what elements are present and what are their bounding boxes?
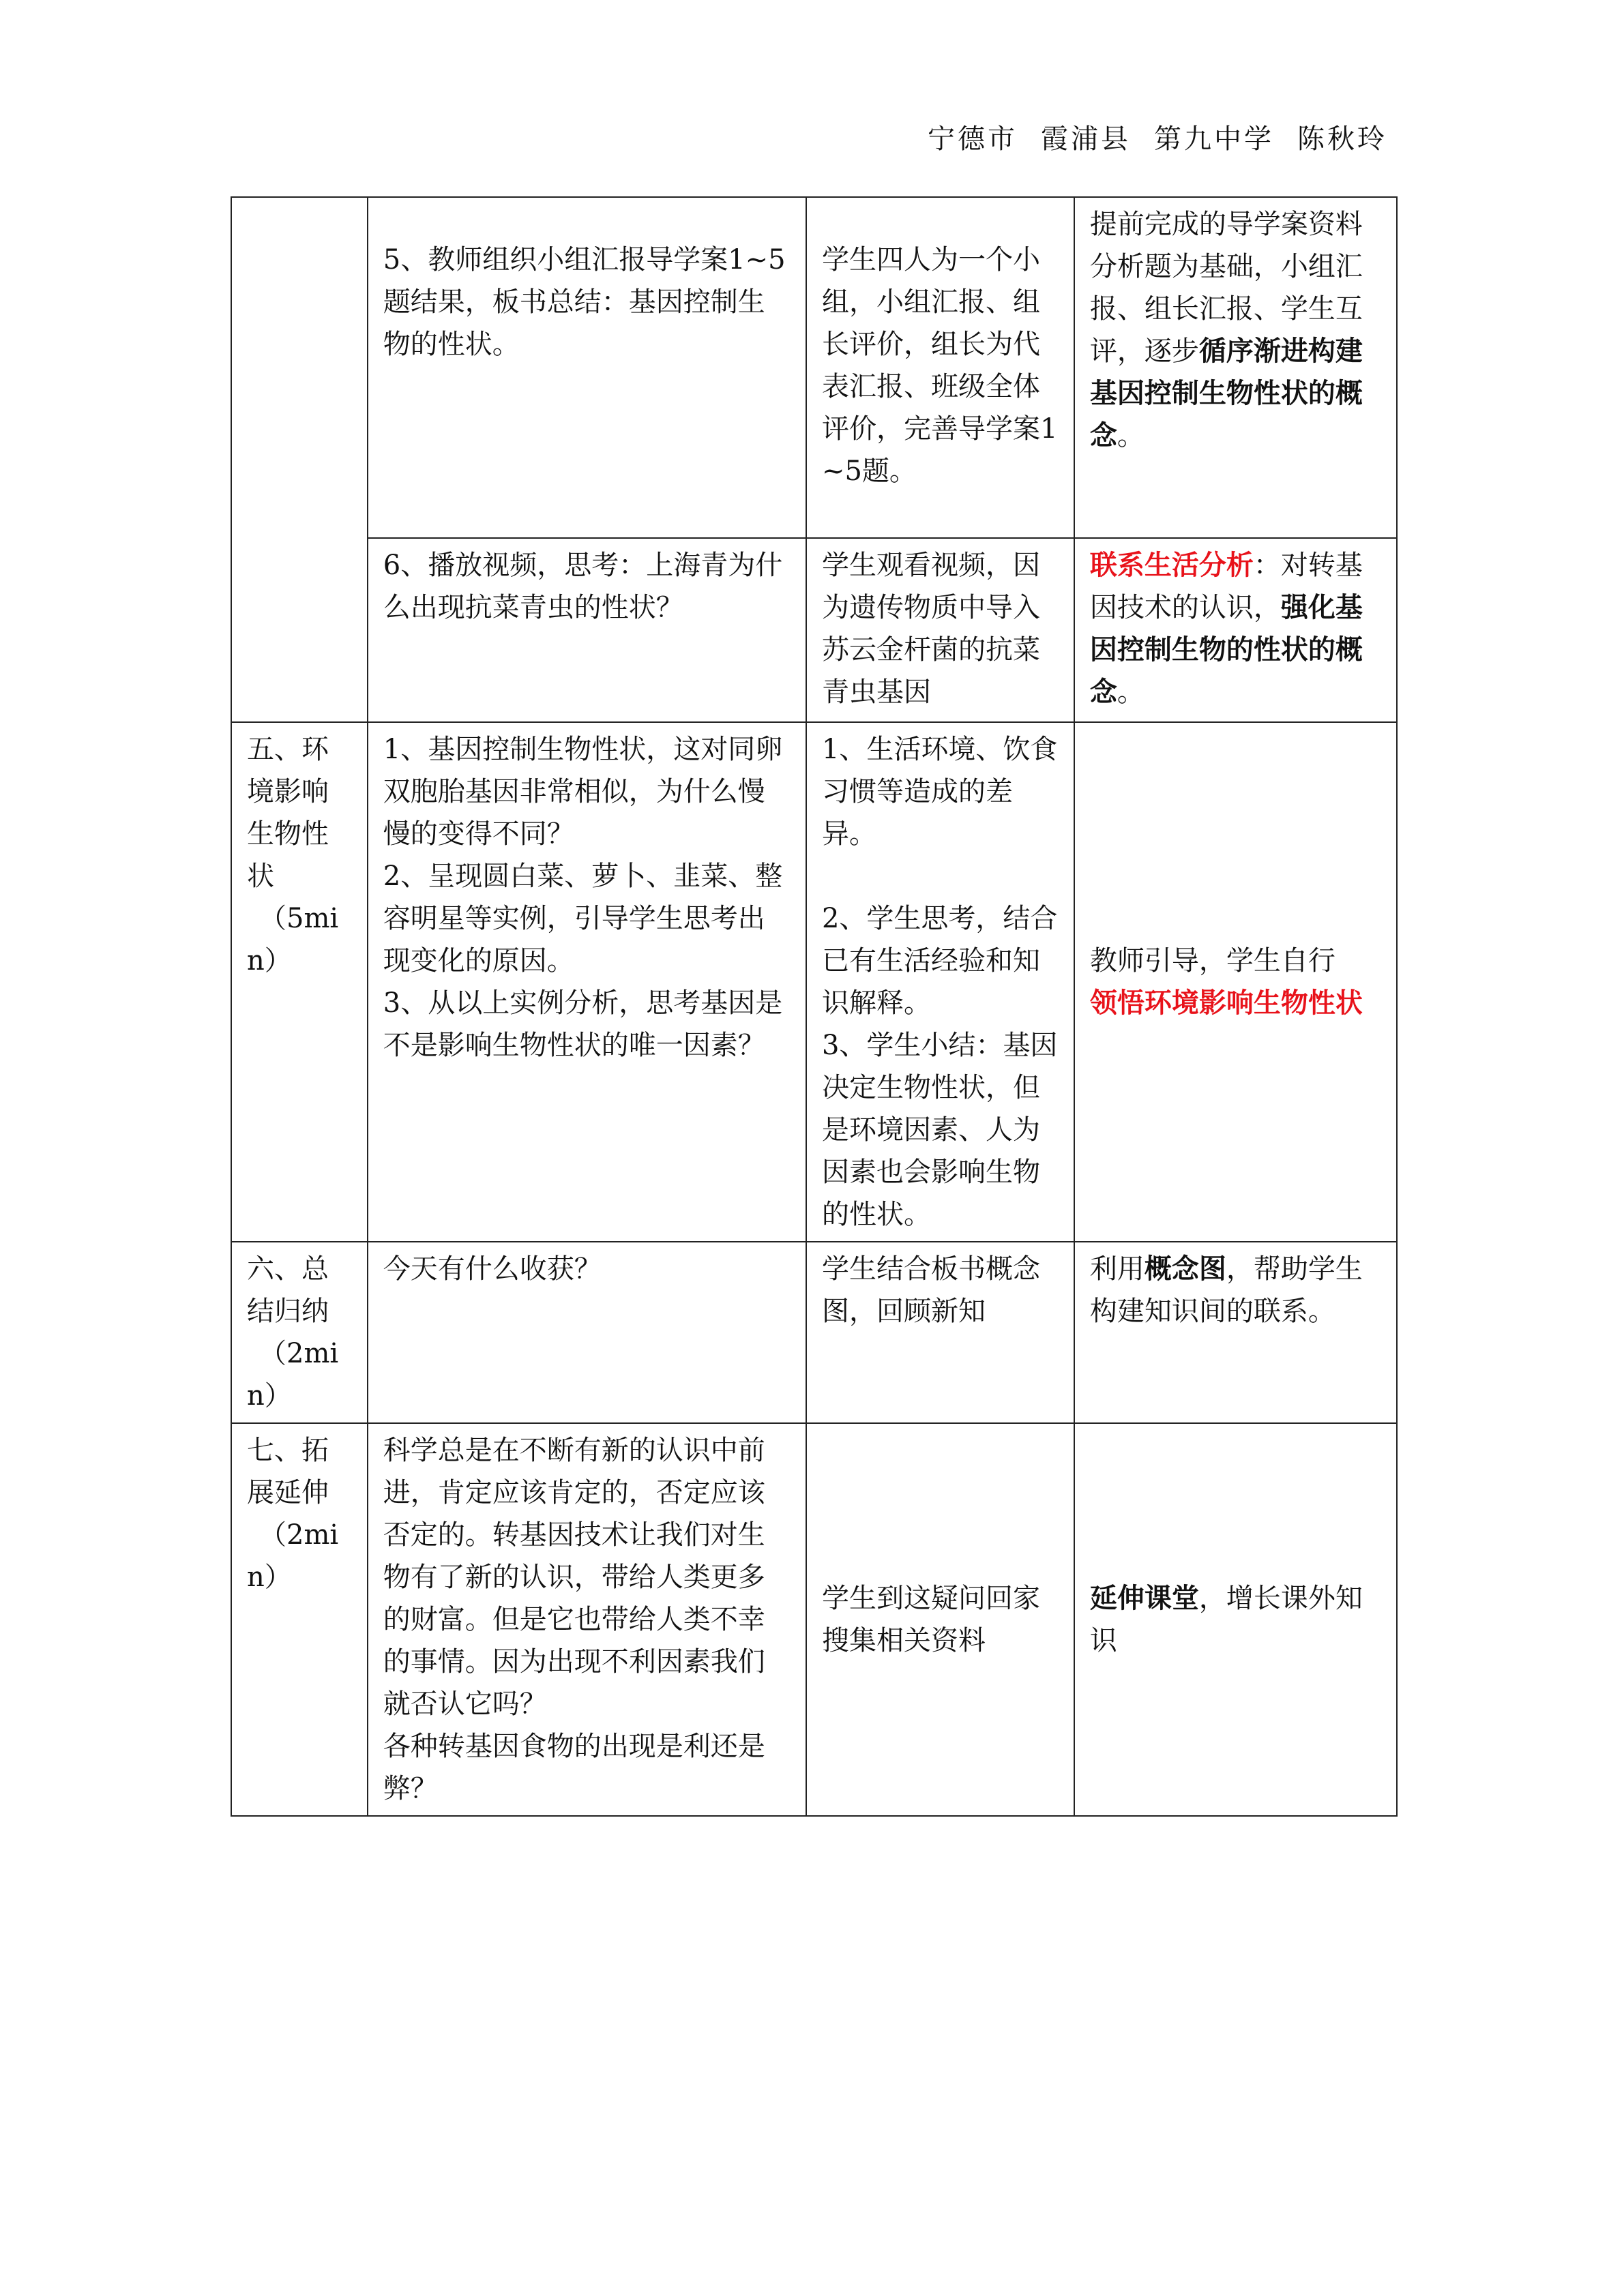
design-intent-emphasis: 延伸课堂	[1089, 1582, 1199, 1614]
teacher-activity-item: 各种转基因食物的出现是利还是弊？	[383, 1731, 765, 1804]
table-row	[231, 197, 1397, 538]
header-city: 宁德市	[928, 123, 1018, 155]
design-intent-text-end: 。	[1117, 676, 1145, 708]
header-teacher: 陈秋玲	[1297, 123, 1387, 155]
header-school: 第九中学	[1154, 123, 1274, 155]
stage-time: （2min）	[247, 1519, 339, 1593]
design-intent-text-end: 。	[1117, 420, 1145, 451]
stage-title: 五、环境影响生物性状	[247, 734, 329, 892]
teacher-activity-cell	[368, 1242, 806, 1423]
design-intent-text: 利用	[1089, 1253, 1145, 1285]
teacher-activity-text: 5、教师组织小组汇报导学案1~5题结果，板书总结：基因控制生物的性状。	[383, 244, 786, 360]
student-activity-cell	[806, 1423, 1074, 1816]
design-intent-cell	[1074, 197, 1397, 538]
stage-title: 六、总结归纳	[247, 1253, 329, 1327]
stage-cell-empty	[231, 197, 368, 722]
design-intent-text: 对转基因技术的认识，	[1089, 550, 1363, 623]
design-intent-text: ，增长课外知识	[1089, 1583, 1363, 1656]
stage-cell	[231, 1242, 368, 1423]
design-intent-text-end: ，帮助学生构建知识间的联系。	[1089, 1253, 1363, 1327]
design-intent-text: 提前完成的导学案资料分析题为基础，小组汇报、组长汇报、学生互评，逐步	[1089, 209, 1363, 367]
student-activity-cell	[806, 722, 1074, 1242]
teacher-activity-cell	[368, 538, 806, 722]
student-activity-item: 2、学生思考，结合已有生活经验和知识解释。	[821, 903, 1058, 1019]
design-intent-emphasis: 强化基因控制生物的性状的概念	[1089, 591, 1363, 708]
stage-time: （2min）	[247, 1338, 339, 1412]
page-header	[904, 117, 1387, 156]
stage-time: （5min）	[247, 903, 339, 976]
teacher-activity-item: 1、基因控制生物性状，这对同卵双胞胎基因非常相似，为什么慢慢的变得不同？	[383, 734, 783, 850]
student-activity-cell	[806, 1242, 1074, 1423]
student-activity-item: 3、学生小结：基因决定生物性状，但是环境因素、人为因素也会影响生物的性状。	[821, 1030, 1058, 1230]
student-activity-text: 学生四人为一个小组，小组汇报、组长评价，组长为代表汇报、班级全体评价，完善导学案1~5题。	[821, 244, 1058, 487]
header-county: 霞浦县	[1041, 123, 1131, 155]
table-row	[231, 1423, 1397, 1816]
teacher-activity-cell	[368, 1423, 806, 1816]
teacher-activity-cell	[368, 197, 806, 538]
lesson-plan-table	[231, 196, 1398, 1817]
stage-cell	[231, 722, 368, 1242]
design-intent-colon: ：	[1253, 550, 1281, 581]
stage-title: 七、拓展延伸	[247, 1435, 329, 1508]
teacher-activity-text: 6、播放视频，思考：上海青为什么出现抗菜青虫的性状？	[383, 550, 783, 623]
student-activity-text: 学生结合板书概念图，回顾新知	[821, 1253, 1040, 1327]
design-intent-emphasis: 循序渐进构建基因控制生物性状的概念	[1089, 335, 1363, 451]
teacher-activity-text: 今天有什么收获？	[383, 1253, 602, 1285]
teacher-activity-item: 2、呈现圆白菜、萝卜、韭菜、整容明星等实例，引导学生思考出现变化的原因。	[383, 861, 783, 976]
teacher-activity-cell	[368, 722, 806, 1242]
table-row	[231, 1242, 1397, 1423]
design-intent-cell	[1074, 1423, 1397, 1816]
student-activity-text: 学生到这疑问回家搜集相关资料	[821, 1583, 1040, 1656]
design-intent-cell	[1074, 538, 1397, 722]
design-intent-highlight: 领悟环境影响生物性状	[1089, 987, 1363, 1019]
table-row	[231, 722, 1397, 1242]
teacher-activity-item: 科学总是在不断有新的认识中前进，肯定应该肯定的，否定应该否定的。转基因技术让我们对生物有了新的认识，带给人类更多的财富。但是它也带给人类不幸的事情。因为出现不利因素我们就否认它吗？	[383, 1435, 765, 1720]
design-intent-cell	[1074, 722, 1397, 1242]
student-activity-text: 学生观看视频，因为遗传物质中导入苏云金杆菌的抗菜青虫基因	[821, 550, 1040, 708]
table-row	[231, 538, 1397, 722]
design-intent-text: 教师引导，学生自行	[1089, 945, 1335, 976]
student-activity-cell	[806, 538, 1074, 722]
teacher-activity-item: 3、从以上实例分析，思考基因是不是影响生物性状的唯一因素？	[383, 987, 783, 1061]
design-intent-emphasis: 概念图	[1144, 1253, 1226, 1285]
stage-cell	[231, 1423, 368, 1816]
student-activity-item: 1、生活环境、饮食习惯等造成的差异。	[821, 734, 1058, 850]
student-activity-cell	[806, 197, 1074, 538]
design-intent-highlight: 联系生活分析	[1089, 549, 1254, 581]
design-intent-cell	[1074, 1242, 1397, 1423]
